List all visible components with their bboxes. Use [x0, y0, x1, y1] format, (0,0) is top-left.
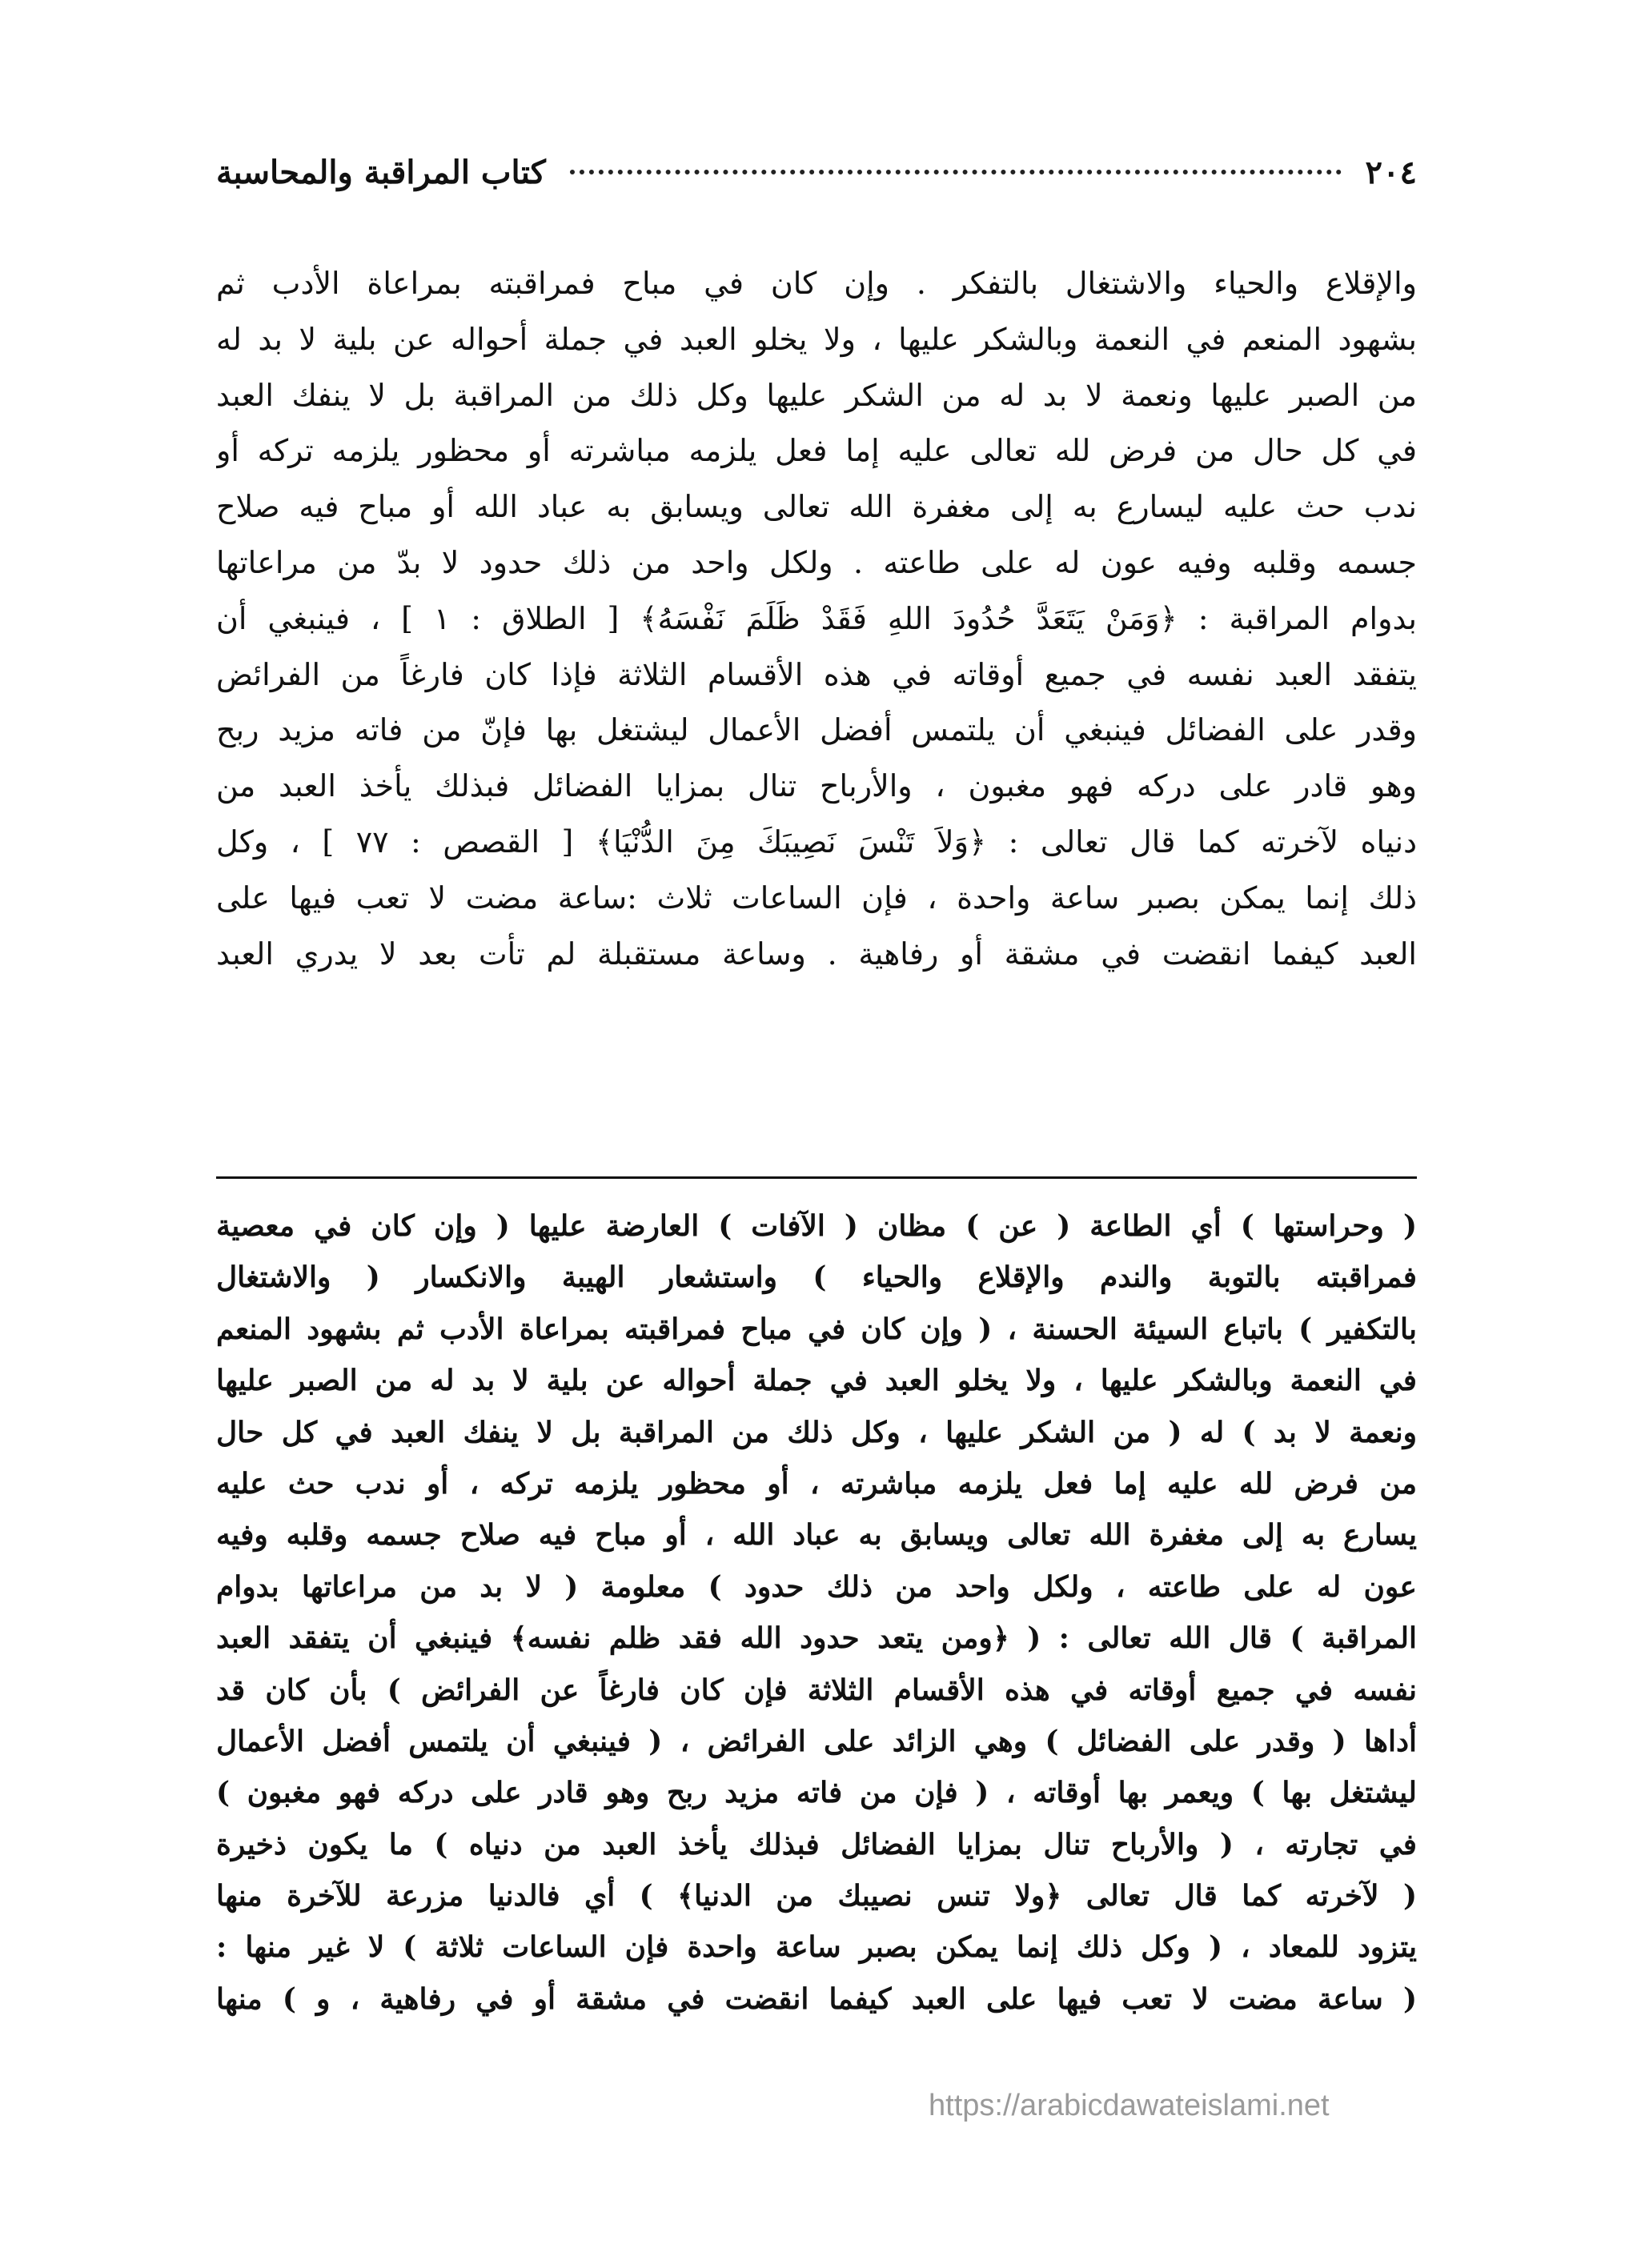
- commentary-line: ( لآخرته كما قال تعالى ﴿ولا تنس نصيبك من الدنيا﴾ ) أي فالدنيا مزرعة للآخرة منها: [216, 1879, 1417, 1913]
- commentary-line: المراقبة ) قال الله تعالى : ( ﴿ومن يتعد حدود الله فقد ظلم نفسه﴾ فينبغي أن يتفقد العبد: [216, 1621, 1417, 1656]
- main-text-line: العبد كيفما انقضت في مشقة أو رفاهية . وساعة مستقبلة لم تأت بعد لا يدري العبد: [216, 936, 1417, 972]
- commentary-line: بالتكفير ) باتباع السيئة الحسنة ، ( وإن كان في مباح فمراقبته بمراعاة الأدب ثم بشهود المنعم: [216, 1312, 1417, 1346]
- main-text-line: ذلك إنما يمكن بصبر ساعة واحدة ، فإن الساعات ثلاث :ساعة مضت لا تعب فيها على: [216, 880, 1417, 916]
- main-text-line: في كل حال من فرض لله تعالى عليه إما فعل يلزمه مباشرته أو محظور يلزمه تركه أو: [216, 433, 1417, 469]
- running-title: كتاب المراقبة والمحاسبة: [216, 153, 546, 191]
- main-text-line: يتفقد العبد نفسه في جميع أوقاته في هذه الأقسام الثلاثة فإذا كان فارغاً من الفرائض: [216, 656, 1417, 692]
- page-number: ٢٠٤: [1365, 153, 1417, 191]
- commentary-line: من فرض لله عليه إما فعل يلزمه مباشرته ، أو محظور يلزمه تركه ، أو ندب حث عليه: [216, 1466, 1417, 1501]
- page-header: [216, 144, 1417, 200]
- main-text-line: جسمه وقلبه وفيه عون له على طاعته . ولكل واحد من ذلك حدود لا بدّ من مراعاتها: [216, 544, 1417, 580]
- main-text-line: وقدر على الفضائل فينبغي أن يلتمس أفضل الأعمال ليشتغل بها فإنّ من فاته مزيد ربح: [216, 712, 1417, 748]
- main-text-line: دنياه لآخرته كما قال تعالى : ﴿وَلاَ تَنْسَ نَصِيبَكَ مِنَ الدُّنْيَا﴾ [ القصص : ٧٧ ] ، وكل: [216, 823, 1417, 860]
- commentary-line: يسارع به إلى مغفرة الله تعالى ويسابق به عباد الله ، أو مباح فيه صلاح جسمه وقلبه وفيه: [216, 1518, 1417, 1553]
- commentary-line: ونعمة لا بد ) له ( من الشكر عليها ، وكل ذلك من المراقبة بل لا ينفك العبد في كل حال: [216, 1415, 1417, 1449]
- commentary-line: نفسه في جميع أوقاته في هذه الأقسام الثلاثة فإن كان فارغاً عن الفرائض ) بأن كان قد: [216, 1673, 1417, 1707]
- commentary-line: عون له على طاعته ، ولكل واحد من ذلك حدود ) معلومة ( لا بد من مراعاتها بدوام: [216, 1569, 1417, 1604]
- commentary-line: ( ساعة مضت لا تعب فيها على العبد كيفما انقضت في مشقة أو في رفاهية ، و ) منها: [216, 1981, 1417, 2016]
- commentary-line: يتزود للمعاد ، ( وكل ذلك إنما يمكن بصبر ساعة واحدة فإن الساعات ثلاثة ) لا غير منها :: [216, 1930, 1417, 1965]
- watermark-url: https://arabicdawateislami.net: [929, 2089, 1330, 2122]
- commentary-line: ليشتغل بها ) ويعمر بها أوقاته ، ( فإن من فاته مزيد ربح وهو قادر على دركه فهو مغبون ): [216, 1776, 1417, 1810]
- commentary-line: في النعمة وبالشكر عليها ، ولا يخلو العبد في جملة أحواله عن بلية لا بد له من الصبر عليها: [216, 1364, 1417, 1398]
- main-text-line: ندب حث عليه ليسارع به إلى مغفرة الله تعالى ويسابق به عباد الله أو مباح فيه صلاح: [216, 489, 1417, 525]
- main-text: [216, 256, 1417, 982]
- footnote-divider: [216, 1176, 1417, 1179]
- main-text-line: والإقلاع والحياء والاشتغال بالتفكر . وإن كان في مباح فمراقبته بمراعاة الأدب ثم: [216, 266, 1417, 301]
- commentary-line: ( وحراستها ) أي الطاعة ( عن ) مظان ( الآفات ) العارضة عليها ( وإن كان في معصية: [216, 1209, 1417, 1243]
- commentary-text: [216, 1200, 1417, 2025]
- commentary-line: فمراقبته بالتوبة والندم والإقلاع والحياء ) واستشعار الهيبة والانكسار ( والاشتغال: [216, 1260, 1417, 1295]
- commentary-line: في تجارته ، ( والأرباح تنال بمزايا الفضائل فبذلك يأخذ العبد من دنياه ) ما يكون ذخيرة: [216, 1827, 1417, 1861]
- main-text-line: بشهود المنعم في النعمة وبالشكر عليها ، ولا يخلو العبد في جملة أحواله عن بلية لا بد له: [216, 321, 1417, 357]
- commentary-line: أداها ( وقدر على الفضائل ) وهي الزائد على الفرائض ، ( فينبغي أن يلتمس أفضل الأعمال: [216, 1724, 1417, 1758]
- main-text-line: من الصبر عليها ونعمة لا بد له من الشكر عليها وكل ذلك من المراقبة بل لا ينفك العبد: [216, 377, 1417, 413]
- main-text-line: وهو قادر على دركه فهو مغبون ، والأرباح تنال بمزايا الفضائل فبذلك يأخذ العبد من: [216, 768, 1417, 804]
- main-text-line: بدوام المراقبة : ﴿وَمَنْ يَتَعَدَّ حُدُودَ اللهِ فَقَدْ ظَلَمَ نَفْسَهُ﴾ [ الطلاق : ١ ] ، فينبغي أن: [216, 600, 1417, 636]
- header-dotted-leader: [570, 170, 1342, 174]
